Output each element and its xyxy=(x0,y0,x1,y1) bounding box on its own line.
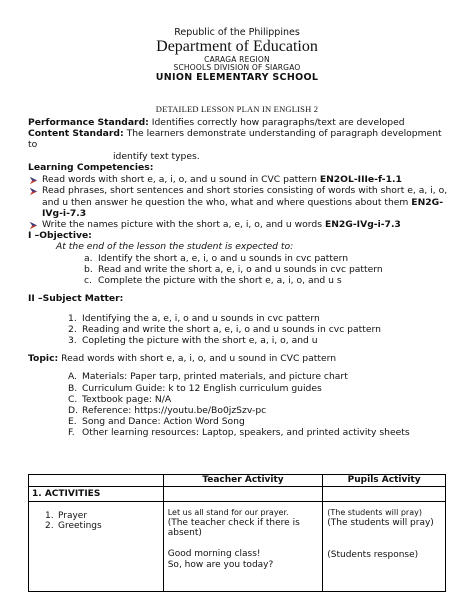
competency-text: Write the names picture with the short a, e, i, o, and u words xyxy=(42,218,325,230)
list-item xyxy=(45,511,159,521)
list-item xyxy=(68,394,452,405)
activities-label: 1. ACTIVITIES xyxy=(29,487,164,502)
resource-text: Curriculum Guide: k to 12 English curriculum guides xyxy=(82,382,322,394)
teacher-blank-cell xyxy=(163,487,323,502)
step-text: Greetings xyxy=(58,521,102,531)
list-marker: c. xyxy=(84,275,92,287)
list-item xyxy=(68,335,452,346)
teacher-line: Let us all stand for our prayer. xyxy=(167,508,289,517)
list-marker: b. xyxy=(84,263,93,275)
subject-matter-heading: II –Subject Matter: xyxy=(28,293,124,305)
objective-text: Identify the short a, e, i, o and u sounds in cvc pattern xyxy=(98,252,349,264)
pupils-activity-header: Pupils Activity xyxy=(323,475,446,487)
competency-text: Read words with short e, a, i, o, and u sound in CVC pattern xyxy=(42,174,320,186)
topic-line xyxy=(28,353,452,364)
list-marker: A. xyxy=(68,371,78,383)
arrow-bullet-icon xyxy=(29,176,38,185)
list-item xyxy=(45,521,159,531)
content-standard xyxy=(28,128,452,150)
list-marker: a. xyxy=(84,252,93,264)
list-item xyxy=(68,324,452,335)
pupil-activity-cell xyxy=(323,502,446,592)
plan-title: DETAILED LESSON PLAN IN ENGLISH 2 xyxy=(155,104,319,114)
pupil-line: (The students will pray) xyxy=(327,517,434,528)
performance-label: Performance Standard: xyxy=(28,117,149,128)
arrow-bullet-icon xyxy=(29,221,38,230)
activities-steps-cell xyxy=(29,502,164,592)
list-item xyxy=(68,383,452,394)
performance-text: Identifies correctly how paragraphs/text are developed xyxy=(148,117,405,128)
list-marker: B. xyxy=(68,382,78,394)
competency-code: EN2OL-IIIe-f-1.1 xyxy=(319,174,402,186)
pupil-line: (Students response) xyxy=(327,550,419,561)
table-header-row xyxy=(29,475,446,487)
subject-text: Copleting the picture with the short e, a, i, o, and u xyxy=(82,334,318,346)
resource-text: Textbook page: N/A xyxy=(82,393,172,405)
division-line: SCHOOLS DIVISION OF SIARGAO xyxy=(173,63,301,73)
pupil-line: (The students will pray) xyxy=(327,508,422,517)
list-item xyxy=(84,253,452,264)
content-label: Content Standard: xyxy=(28,128,124,140)
competencies-label: Learning Competencies: xyxy=(28,161,154,173)
topic-resources-list xyxy=(28,371,452,438)
list-marker: E. xyxy=(68,416,77,428)
content-continuation: identify text types. xyxy=(113,150,200,162)
activity-table xyxy=(28,474,446,592)
subject-text: Reading and write the short a, e, i, o and u sounds in cvc pattern xyxy=(82,323,381,335)
list-item xyxy=(68,313,452,324)
blank-header-cell xyxy=(29,475,164,487)
teacher-line: (The teacher check if there is absent) xyxy=(167,517,300,539)
list-marker: 2. xyxy=(45,521,54,531)
objective-intro: At the end of the lesson the student is expected to: xyxy=(56,241,294,253)
lesson-body xyxy=(28,117,452,439)
list-item xyxy=(68,405,452,416)
list-item xyxy=(28,174,452,185)
region-line: CARAGA REGION xyxy=(204,54,270,64)
list-marker: 1. xyxy=(68,312,77,324)
performance-standard xyxy=(28,117,452,128)
objective-list xyxy=(28,253,452,287)
competency-code: EN2G-IVg-i-7.3 xyxy=(324,218,401,230)
school-name: UNION ELEMENTARY SCHOOL xyxy=(155,71,319,83)
competencies-list xyxy=(28,174,452,230)
list-marker: F. xyxy=(68,427,75,439)
table-row xyxy=(29,502,446,592)
list-marker: 1. xyxy=(45,511,54,521)
list-item xyxy=(28,219,452,230)
content-text: The learners demonstrate understanding of paragraph development to xyxy=(28,128,442,151)
reference-link[interactable]: Reference: https://youtu.be/Bo0jzSzv-pc xyxy=(82,405,267,417)
competency-text: Read phrases, short sentences and short stories consisting of words with short e, a, i, o, and u then answer he question the who, what and where questions about them xyxy=(42,185,448,208)
list-marker: C. xyxy=(68,393,78,405)
resource-text: Other learning resources: Laptop, speakers, and printed activity sheets xyxy=(82,427,410,439)
activities-steps-list xyxy=(33,511,159,531)
teacher-activity-cell xyxy=(163,502,323,592)
step-text: Prayer xyxy=(58,511,88,521)
resource-text: Song and Dance: Action Word Song xyxy=(82,416,245,428)
list-item xyxy=(28,185,452,219)
topic-label: Topic: xyxy=(28,353,59,365)
teacher-line: Good morning class! xyxy=(167,549,261,560)
pupil-blank-cell xyxy=(323,487,446,502)
list-item xyxy=(84,264,452,275)
list-marker: 3. xyxy=(68,334,77,346)
list-marker: D. xyxy=(68,405,78,417)
teacher-line: So, how are you today? xyxy=(167,559,274,570)
document-header xyxy=(0,28,474,84)
list-item xyxy=(68,371,452,382)
subject-matter-list xyxy=(28,313,452,347)
competency-code: EN2G-IVg-i-7.3 xyxy=(42,196,444,219)
list-item xyxy=(84,275,452,286)
resource-text: Materials: Paper tarp, printed materials, and picture chart xyxy=(82,371,348,383)
table-row xyxy=(29,487,446,502)
objective-text: Complete the picture with the short e, a, i, o, and u s xyxy=(98,275,342,287)
topic-text: Read words with short e, a, i, o, and u sound in CVC pattern xyxy=(58,353,337,365)
subject-text: Identifying the a, e, i, o and u sounds in cvc pattern xyxy=(82,312,320,324)
department-title: Department of Education xyxy=(156,37,318,55)
list-marker: 2. xyxy=(68,323,77,335)
objective-heading: I –Objective: xyxy=(28,230,92,242)
republic-line: Republic of the Philippines xyxy=(174,27,300,38)
teacher-activity-header: Teacher Activity xyxy=(163,475,323,487)
list-item xyxy=(68,416,452,427)
objective-text: Read and write the short a, e, i, o and u sounds in cvc pattern xyxy=(98,263,383,275)
arrow-bullet-icon xyxy=(29,187,38,196)
list-item xyxy=(68,427,452,438)
